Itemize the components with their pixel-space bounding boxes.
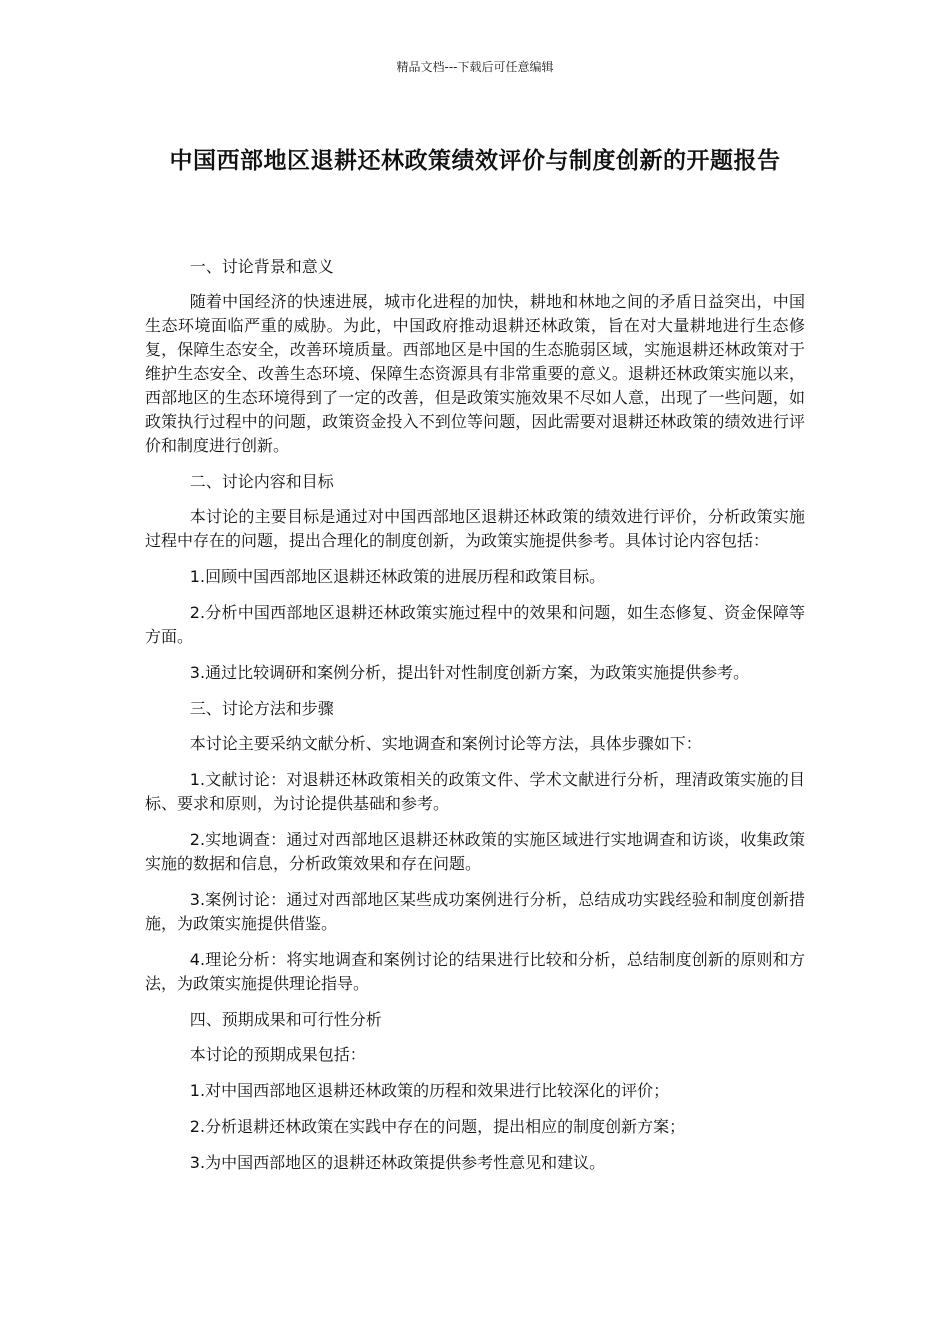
paragraph: 随着中国经济的快速进展，城市化进程的加快，耕地和林地之间的矛盾日益突出，中国生态环境面临严重的威胁。为此，中国政府推动退耕还林政策，旨在对大量耕地进行生态修复，保障生态安全，改善环境质量。西部地区是中国的生态脆弱区域，实施退耕还林政策对于维护生态安全、改善生态环境、保障生态资源具有非常重要的意义。退耕还林政策实施以来，西部地区的生态环境得到了一定的改善，但是政策实施效果不尽如人意，出现了一些问题，如政策执行过程中的问题，政策资金投入不到位等问题，因此需要对退耕还林政策的绩效进行评价和制度进行创新。 bbox=[145, 292, 805, 455]
paragraph: 本讨论的预期成果包括： bbox=[189, 1045, 366, 1064]
document-title: 中国西部地区退耕还林政策绩效评价与制度创新的开题报告 bbox=[169, 148, 781, 174]
list-item: 3.案例讨论：通过对西部地区某些成功案例进行分析，总结成功实践经验和制度创新措施，为政策实施提供借鉴。 bbox=[145, 890, 805, 933]
list-item: 1.对中国西部地区退耕还林政策的历程和效果进行比较深化的评价； bbox=[189, 1081, 670, 1100]
section-heading: 一、讨论背景和意义 bbox=[189, 257, 334, 276]
header-note: 精品文档---下载后可任意编辑 bbox=[396, 60, 554, 74]
section-heading: 二、讨论内容和目标 bbox=[189, 472, 334, 491]
list-item: 3.通过比较调研和案例分析，提出针对性制度创新方案，为政策实施提供参考。 bbox=[189, 663, 750, 682]
section-heading: 三、讨论方法和步骤 bbox=[189, 699, 334, 718]
list-item: 2.分析中国西部地区退耕还林政策实施过程中的效果和问题，如生态修复、资金保障等方面。 bbox=[145, 603, 805, 646]
list-item: 2.分析退耕还林政策在实践中存在的问题，提出相应的制度创新方案； bbox=[189, 1117, 686, 1136]
list-item: 1.文献讨论：对退耕还林政策相关的政策文件、学术文献进行分析，理清政策实施的目标、要求和原则，为讨论提供基础和参考。 bbox=[145, 770, 805, 813]
document-body bbox=[145, 255, 805, 1187]
list-item: 3.为中国西部地区的退耕还林政策提供参考性意见和建议。 bbox=[189, 1153, 606, 1172]
paragraph: 本讨论主要采纳文献分析、实地调查和案例讨论等方法，具体步骤如下： bbox=[189, 734, 702, 753]
list-item: 4.理论分析：将实地调查和案例讨论的结果进行比较和分析，总结制度创新的原则和方法，为政策实施提供理论指导。 bbox=[145, 950, 805, 993]
paragraph: 本讨论的主要目标是通过对中国西部地区退耕还林政策的绩效进行评价，分析政策实施过程中存在的问题，提出合理化的制度创新，为政策实施提供参考。具体讨论内容包括： bbox=[145, 507, 805, 550]
list-item: 2.实地调查：通过对西部地区退耕还林政策的实施区域进行实地调查和访谈，收集政策实施的数据和信息，分析政策效果和存在问题。 bbox=[145, 830, 805, 873]
list-item: 1.回顾中国西部地区退耕还林政策的进展历程和政策目标。 bbox=[189, 567, 606, 586]
section-heading: 四、预期成果和可行性分析 bbox=[189, 1010, 382, 1029]
